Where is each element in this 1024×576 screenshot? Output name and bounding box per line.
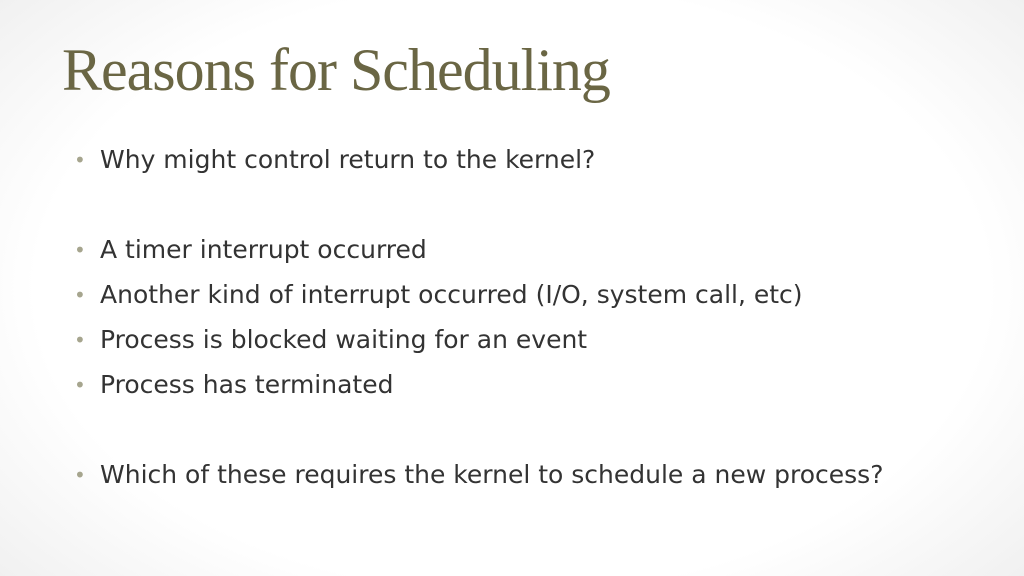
bullet-text: Why might control return to the kernel?	[100, 145, 596, 174]
bullet-spacer	[74, 408, 974, 453]
bullet-list	[74, 138, 974, 498]
bullet-marker: •	[74, 373, 86, 397]
bullet-spacer	[74, 183, 974, 228]
bullet-item	[74, 138, 974, 183]
bullet-item	[74, 228, 974, 273]
bullet-marker: •	[74, 283, 86, 307]
bullet-item	[74, 318, 974, 363]
bullet-text: Which of these requires the kernel to schedule a new process?	[100, 460, 884, 489]
bullet-marker: •	[74, 463, 86, 487]
bullet-text: A timer interrupt occurred	[100, 235, 427, 264]
bullet-item	[74, 363, 974, 408]
bullet-text: Another kind of interrupt occurred (I/O, system call, etc)	[100, 280, 803, 309]
bullet-text: Process has terminated	[100, 370, 394, 399]
slide-title: Reasons for Scheduling	[62, 37, 610, 103]
bullet-marker: •	[74, 148, 86, 172]
bullet-item	[74, 453, 974, 498]
bullet-text: Process is blocked waiting for an event	[100, 325, 588, 354]
bullet-marker: •	[74, 238, 86, 262]
bullet-item	[74, 273, 974, 318]
bullet-marker: •	[74, 328, 86, 352]
